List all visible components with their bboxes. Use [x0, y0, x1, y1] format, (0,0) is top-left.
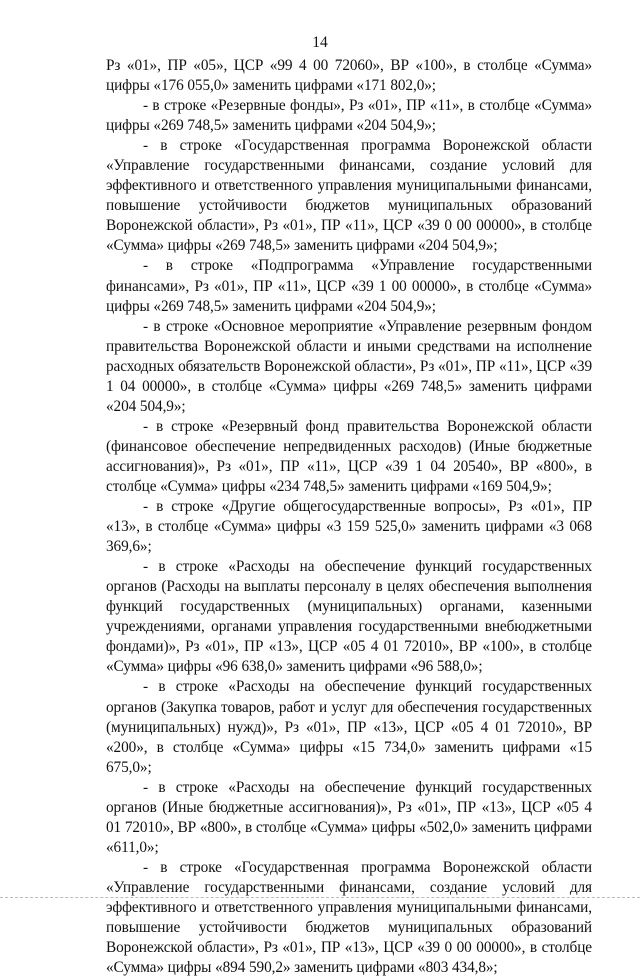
- page-bottom-edge: [0, 897, 640, 898]
- paragraph-functions-procurement: - в строке «Расходы на обеспечение функций государственных органов (Закупка товаров, работ и услуг для обеспечения государственных (муниципальных) нужд)», Рз «01», ПР «13», ЦСР «05 4 01 72010», ВР «200», в столбце «Сумма» цифры «15 734,0» заменить цифрами «15 675,0»;: [106, 678, 592, 776]
- document-body: [106, 56, 592, 978]
- paragraph-other-general-issues: - в строке «Другие общегосударственные вопросы», Рз «01», ПР «13», в столбце «Сумма» цифры «3 159 525,0» заменить цифрами «3 068 369,6»;: [106, 498, 592, 556]
- paragraph-state-program-11: - в строке «Государственная программа Воронежской области «Управление государственными финансами, создание условий для эффективного и ответственного управления муниципальными финансами, повышение устойчивости бюджетов муниципальных образований Воронежской области», Рз «01», ПР «11», ЦСР «39 0 00 00000», в столбце «Сумма» цифры «269 748,5» заменить цифрами «204 504,9»;: [106, 137, 592, 255]
- paragraph-subprogram: - в строке «Подпрограмма «Управление государственными финансами», Рз «01», ПР «11», ЦСР «39 1 00 00000», в столбце «Сумма» цифры «269 748,5» заменить цифрами «204 504,9»;: [106, 257, 592, 315]
- paragraph-main-activity: - в строке «Основное мероприятие «Управление резервным фондом правительства Воронежской области и иными средствами на исполнение расходных обязательств Воронежской области», Рз «01», ПР «11», ЦСР «39 1 04 00000», в столбце «Сумма» цифры «269 748,5» заменить цифрами «204 504,9»;: [106, 317, 592, 415]
- paragraph-reserve-funds: - в строке «Резервные фонды», Рз «01», ПР «11», в столбце «Сумма» цифры «269 748,5» заменить цифрами «204 504,9»;: [106, 97, 592, 135]
- paragraph-functions-staff: - в строке «Расходы на обеспечение функций государственных органов (Расходы на выплаты персоналу в целях обеспечения выполнения функций государственных (муниципальных) органами, казенными учреждениями, органами управления государственными внебюджетными фондами)», Рз «01», ПР «13», ЦСР «05 4 01 72010», ВР «100», в столбце «Сумма» цифры «96 638,0» заменить цифрами «96 588,0»;: [106, 558, 592, 676]
- paragraph-reserve-fund-government: - в строке «Резервный фонд правительства Воронежской области (финансовое обеспечение непредвиденных расходов) (Иные бюджетные ассигнования)», Рз «01», ПР «11», ЦСР «39 1 04 20540», ВР «800», в столбце «Сумма» цифры «234 748,5» заменить цифрами «169 504,9»;: [106, 417, 592, 495]
- paragraph-state-program-13: - в строке «Государственная программа Воронежской области «Управление государственными финансами, создание условий для эффективного и ответственного управления муниципальными финансами, повышение устойчивости бюджетов муниципальных образований Воронежской области», Рз «01», ПР «13», ЦСР «39 0 00 00000», в столбце «Сумма» цифры «894 590,2» заменить цифрами «803 434,8»;: [106, 858, 592, 977]
- page-number: 14: [312, 34, 328, 51]
- paragraph-functions-other: - в строке «Расходы на обеспечение функций государственных органов (Иные бюджетные ассигнования)», Рз «01», ПР «13», ЦСР «05 4 01 72010», ВР «800», в столбце «Сумма» цифры «502,0» заменить цифрами «611,0»;: [106, 778, 592, 856]
- paragraph-continuation: Рз «01», ПР «05», ЦСР «99 4 00 72060», ВР «100», в столбце «Сумма» цифры «176 055,0» заменить цифрами «171 802,0»;: [106, 57, 592, 95]
